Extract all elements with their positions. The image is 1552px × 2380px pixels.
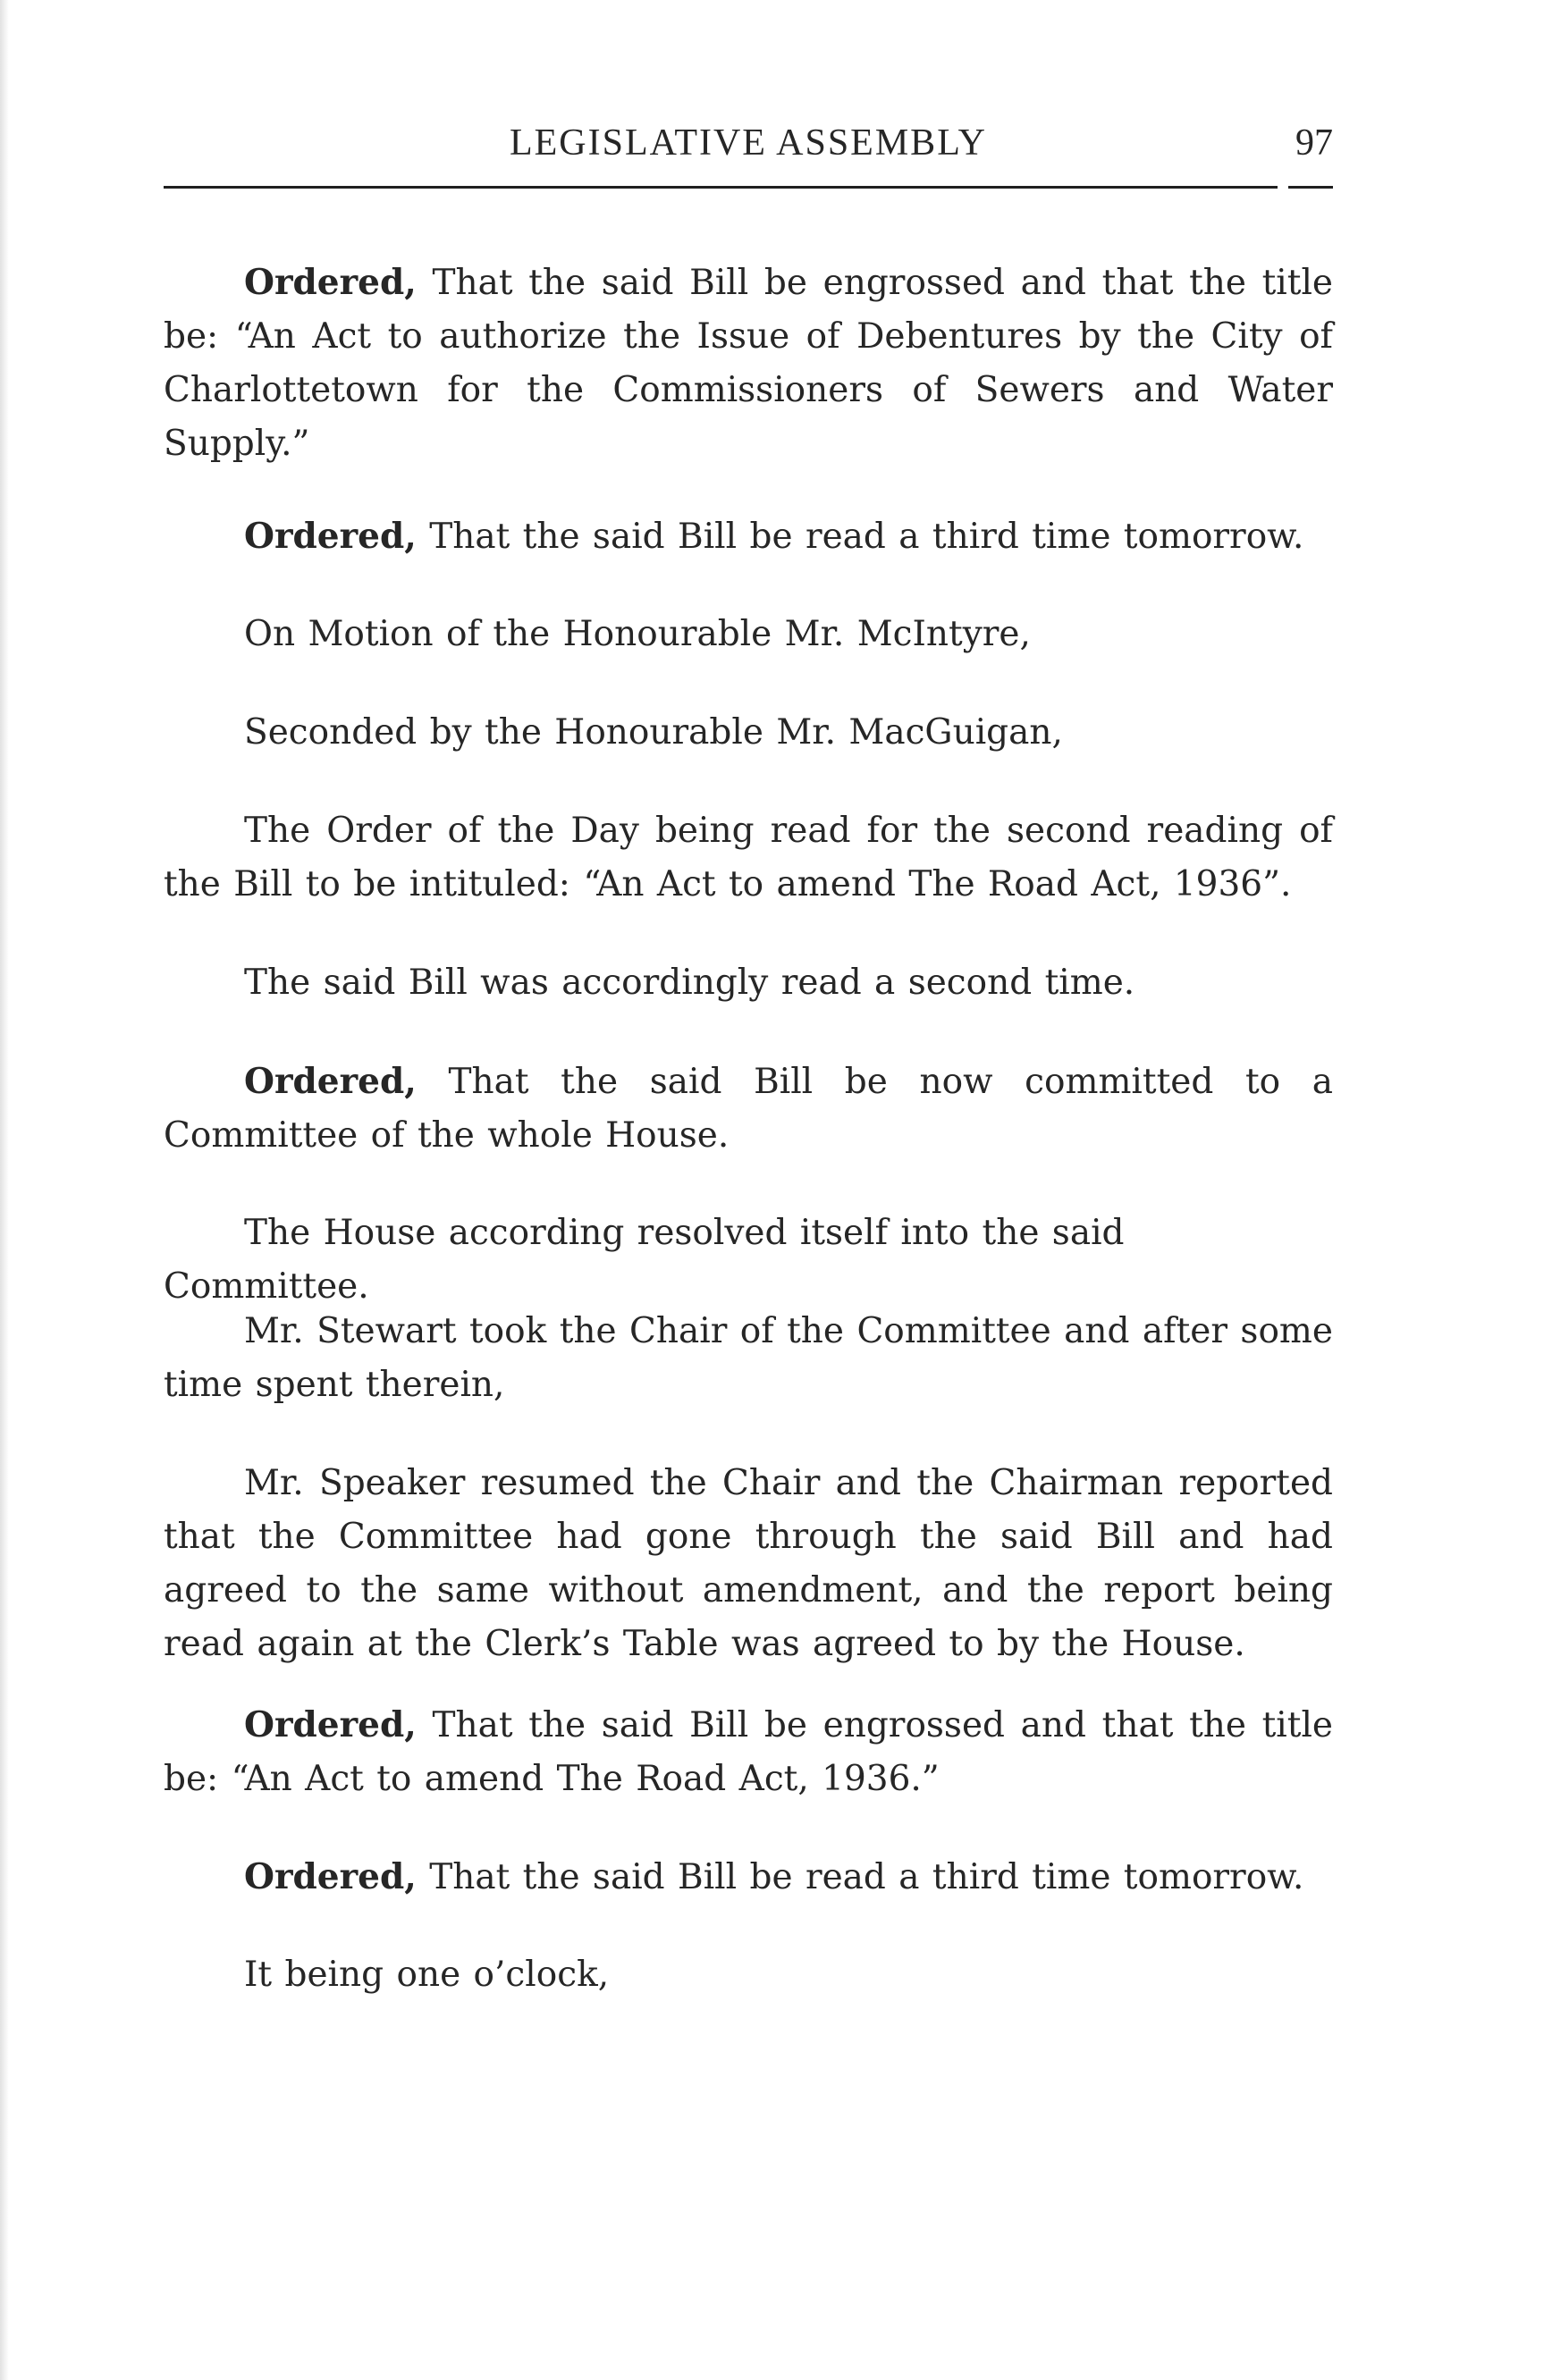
paragraph-motion [164, 608, 1333, 661]
paragraph-text: The said Bill was accordingly read a second time. [244, 963, 1135, 1003]
paragraph-text: That the said Bill be read a third time tomorrow. [416, 517, 1304, 557]
paragraph-house-resolved [164, 1207, 1333, 1314]
paragraph-lead: Ordered, [244, 1061, 417, 1102]
paragraph-speaker-resumed [164, 1457, 1333, 1671]
paragraph-ordered-third-reading-2 [164, 1850, 1333, 1905]
paragraph-text: Mr. Speaker resumed the Chair and the Chairman reported that the Committee had gone through the said Bill and had agreed to the same without amendment, and the report being read again at the Clerk’s Table was agreed to by the House. [164, 1463, 1333, 1664]
paragraph-text: Mr. Stewart took the Chair of the Committee and after some time spent therein, [164, 1311, 1333, 1405]
paragraph-second-reading [164, 956, 1333, 1010]
paragraph-text: That the said Bill be engrossed and that the title be: “An Act to amend The Road Act, 1936.” [164, 1705, 1333, 1799]
paragraph-stewart-chair [164, 1305, 1333, 1412]
paragraph-ordered-committed [164, 1055, 1333, 1163]
page-edge-shadow [0, 0, 9, 2380]
paragraph-text: That the said Bill be now committed to a Committee of the whole House. [164, 1062, 1333, 1156]
header-rule [164, 186, 1278, 189]
paragraph-lead: Ordered, [244, 1704, 417, 1745]
paragraph-seconded [164, 706, 1333, 760]
page-number: 97 [1295, 122, 1333, 164]
paragraph-one-oclock [164, 1948, 1333, 2002]
running-head [164, 118, 1333, 172]
paragraph-text: The House according resolved itself into the said Committee. [164, 1213, 1125, 1307]
header-rule-segment [1288, 186, 1333, 189]
paragraph-lead: Ordered, [244, 1856, 417, 1897]
paragraph-text: The Order of the Day being read for the second reading of the Bill to be intituled: “An Act to amend The Road Act, 1936”. [164, 811, 1333, 904]
paragraph-ordered-engrossed-title [164, 256, 1333, 471]
paragraph-text: That the said Bill be read a third time tomorrow. [416, 1857, 1304, 1897]
paragraph-text: That the said Bill be engrossed and that the title be: “An Act to authorize the Issue of Debentures by the City of Charlottetown for the Commissioners of Sewers and Water Supply.” [164, 263, 1333, 464]
paragraph-text: On Motion of the Honourable Mr. McIntyre, [244, 614, 1031, 654]
paragraph-lead: Ordered, [244, 516, 417, 557]
paragraph-text: Seconded by the Honourable Mr. MacGuigan, [244, 712, 1063, 753]
paragraph-lead: Ordered, [244, 262, 417, 303]
paragraph-order-of-day [164, 804, 1333, 912]
running-head-title: LEGISLATIVE ASSEMBLY [510, 122, 987, 164]
paragraph-ordered-engrossed-road-act [164, 1698, 1333, 1806]
paragraph-text: It being one o’clock, [244, 1955, 610, 1995]
paragraph-ordered-third-reading [164, 509, 1333, 564]
